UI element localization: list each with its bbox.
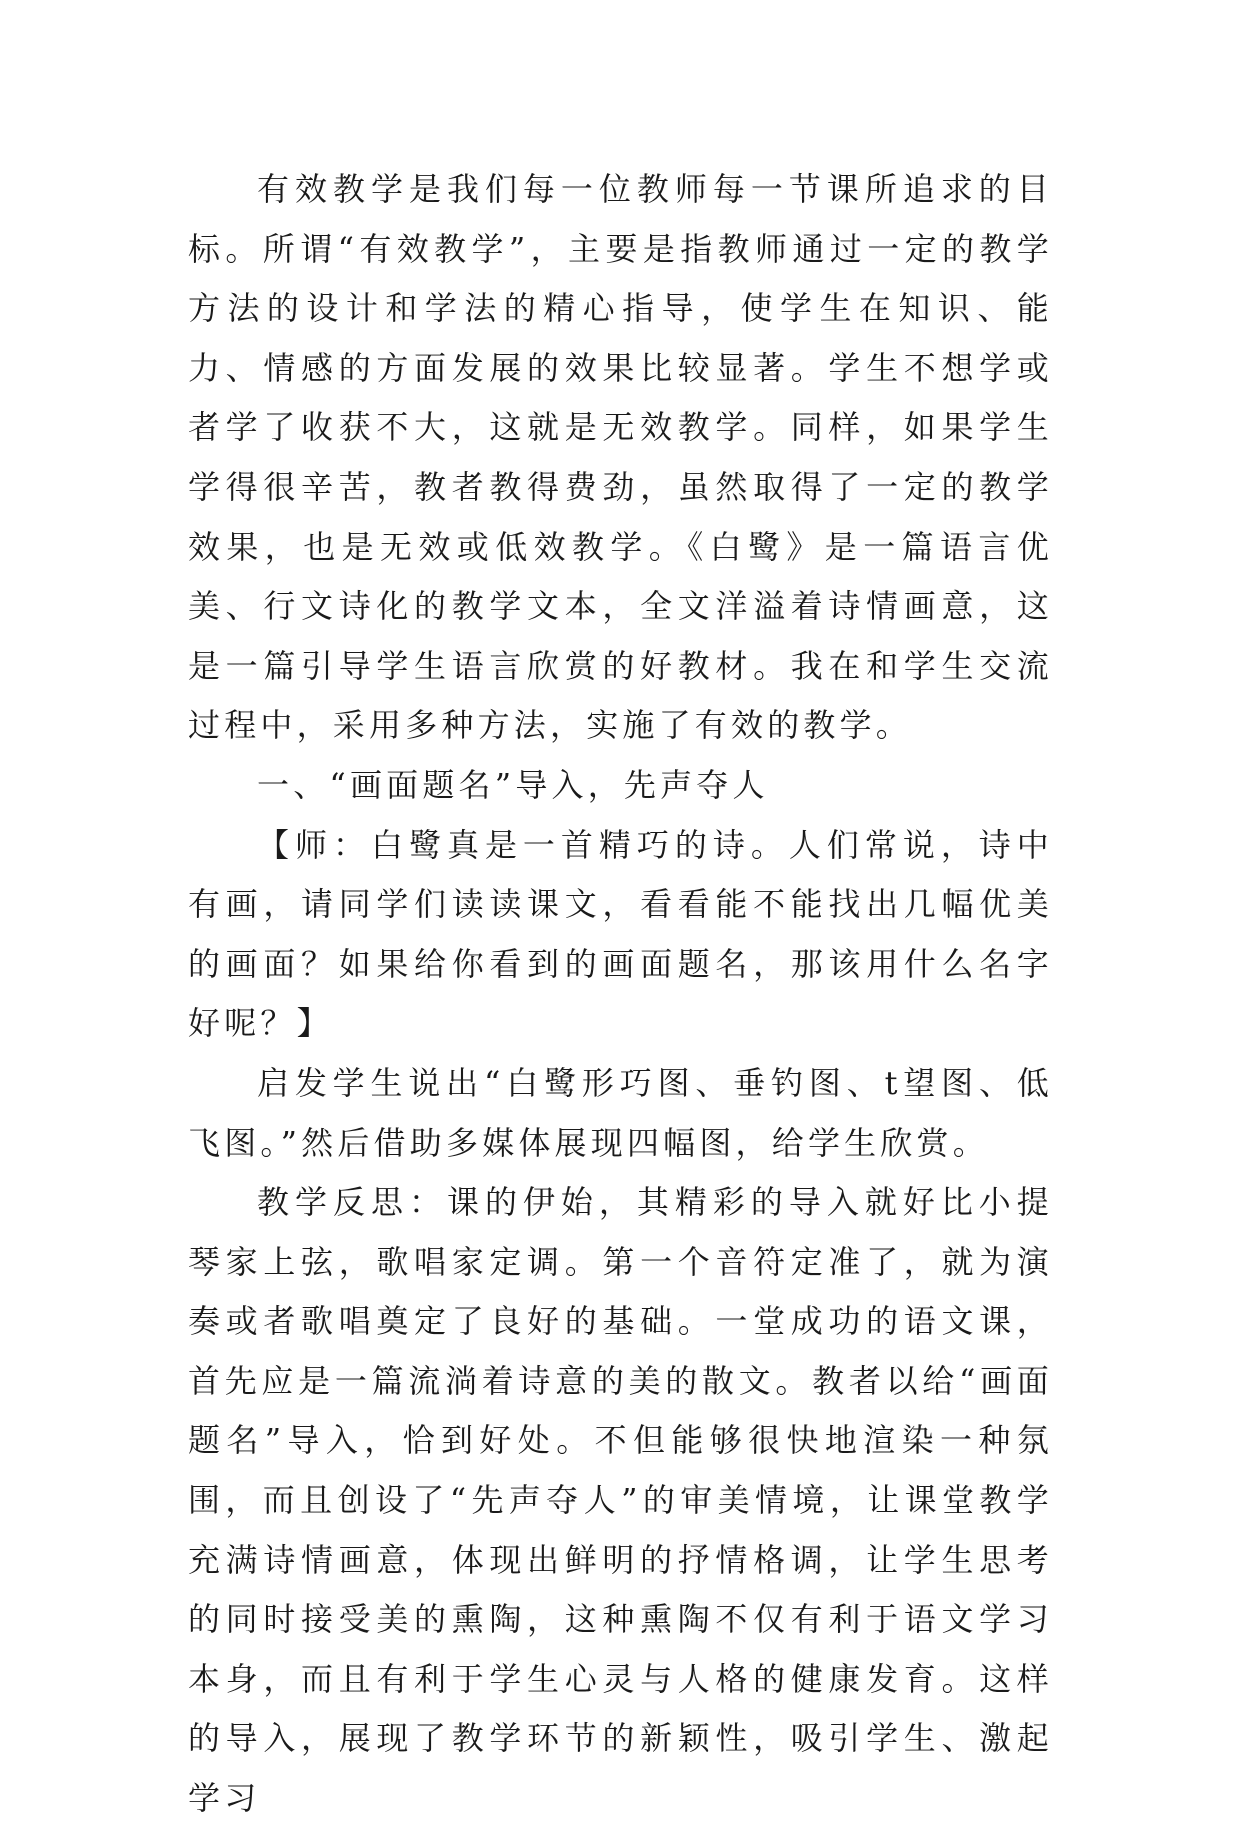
section-heading: 一、“画面题名”导入，先声夺人 xyxy=(257,765,769,804)
teacher-quote-paragraph: 【师：白鹭真是一首精巧的诗。人们常说，诗中有画，请同学们读读课文，看看能不能找出几幅优美的画面？如果给你看到的画面题名，那该用什么名字好呢？】 xyxy=(188,825,1053,1043)
document-page xyxy=(188,160,1053,1829)
intro-paragraph: 有效教学是我们每一位教师每一节课所追求的目标。所谓“有效教学”，主要是指教师通过一定的教学方法的设计和学法的精心指导，使学生在知识、能力、情感的方面发展的效果比较显著。学生不想学或者学了收获不大，这就是无效教学。同样，如果学生学得很辛苦，教者教得费劲，虽然取得了一定的教学效果，也是无效或低效教学。《白鹭》是一篇语言优美、行文诗化的教学文本，全文洋溢着诗情画意，这是一篇引导学生语言欣赏的好教材。我在和学生交流过程中，采用多种方法，实施了有效的教学。 xyxy=(188,170,1053,745)
reflection-paragraph: 教学反思：课的伊始，其精彩的导入就好比小提琴家上弦，歌唱家定调。第一个音符定准了，就为演奏或者歌唱奠定了良好的基础。一堂成功的语文课，首先应是一篇流淌着诗意的美的散文。教者以给“画面题名”导入，恰到好处。不但能够很快地渲染一种氛围，而且创设了“先声夺人”的审美情境，让课堂教学充满诗情画意，体现出鲜明的抒情格调，让学生思考的同时接受美的熏陶，这种熏陶不仅有利于语文学习本身，而且有利于学生心灵与人格的健康发育。这样的导入，展现了教学环节的新颖性，吸引学生、激起学习 xyxy=(188,1183,1053,1818)
student-prompt-paragraph: 启发学生说出“白鹭形巧图、垂钓图、t望图、低飞图。”然后借助多媒体展现四幅图，给学生欣赏。 xyxy=(188,1063,1053,1162)
